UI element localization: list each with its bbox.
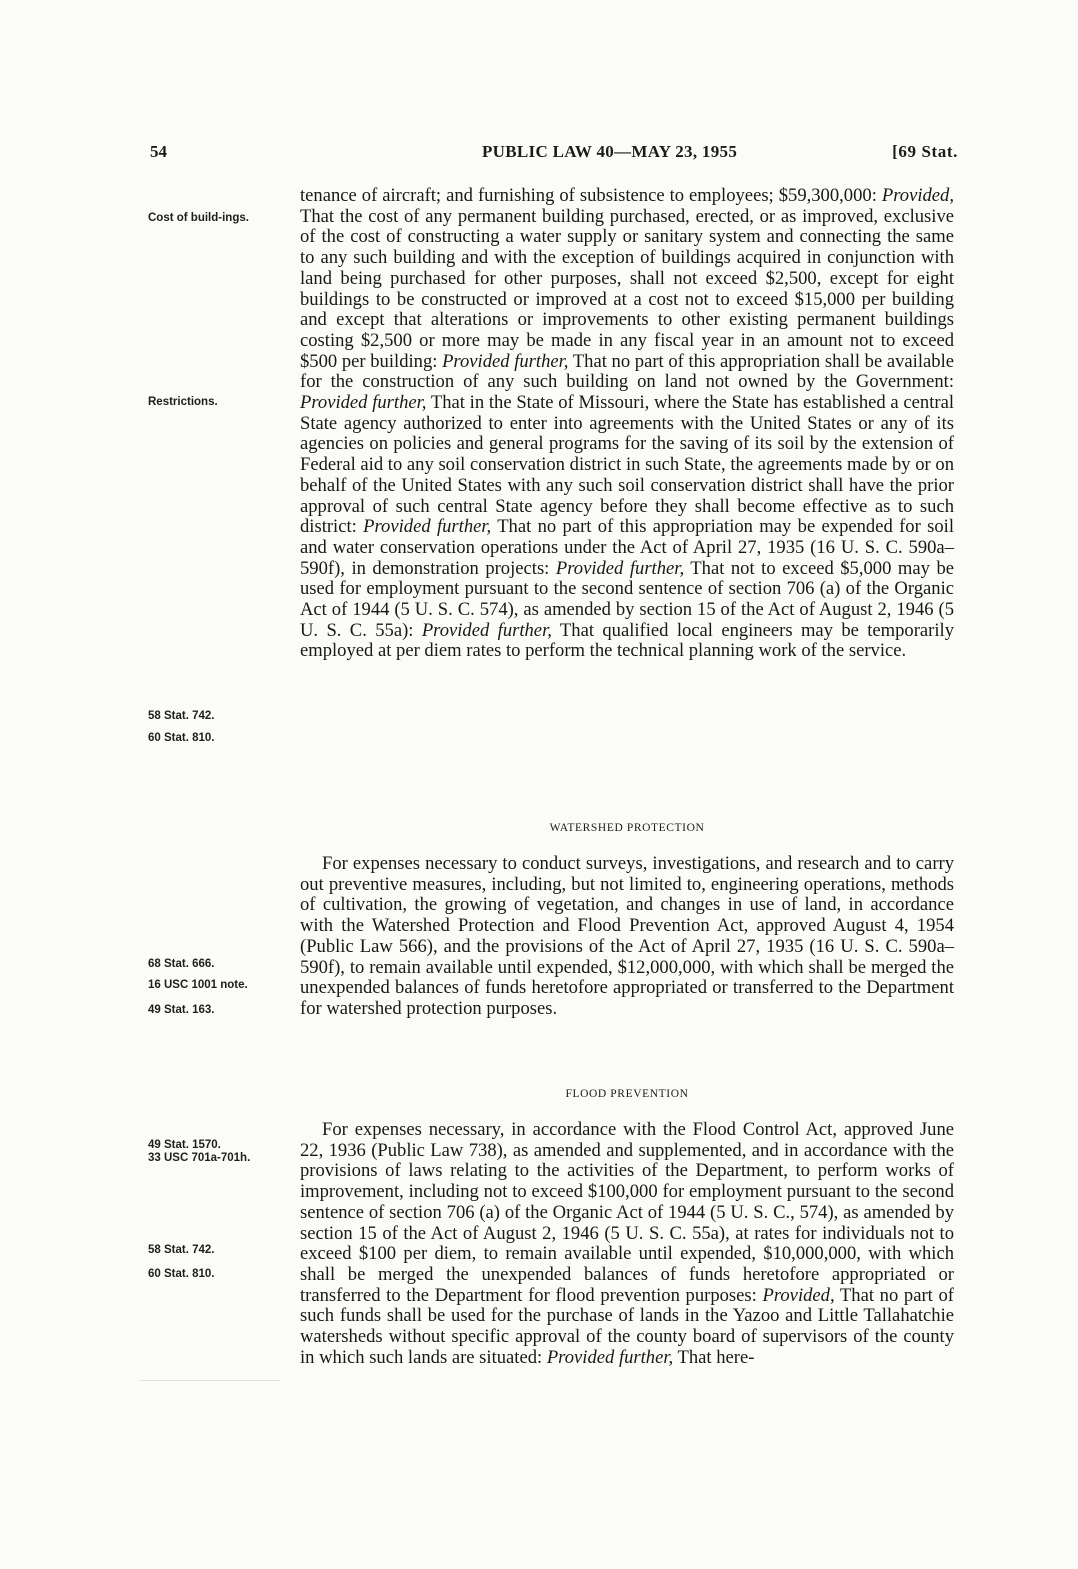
proviso: Provided further, [555,557,685,579]
text-segment: That not to exceed $5,000 may be used for employment pursuant to the second sentence of section 706 (a) of the Organic Act of 1944 (5 U. S. C. 574), as amended by section 15 of the Act of August 2, 1946 (5 U. S. C. 55a): [300,557,954,641]
appropriation-paragraph [300,186,954,662]
margin-note-58-stat-742: 58 Stat. 742. [148,710,215,722]
proviso: Provided further, [546,1346,674,1368]
watershed-paragraph [300,854,954,1020]
margin-note-60-stat-810-b: 60 Stat. 810. [148,1268,215,1280]
section-heading-watershed: WATERSHED PROTECTION [549,822,705,834]
margin-note-60-stat-810: 60 Stat. 810. [148,732,215,744]
margin-note-68-stat-666: 68 Stat. 666. [148,958,215,970]
text-segment: That the cost of any permanent building purchased, erected, or as improved, exclusive of the cost of constructing a water supply or sanitary system and connecting the same to any such building and with the exception of buildings acquired in conjunction with land being purchased for other purposes, shall not exceed $2,500, except for eight buildings to be constructed or improved at a cost not to exceed $15,000 per building and except that alterations or improvements to other existing permanent buildings costing $2,500 or more may be made in any fiscal year in an amount not to exceed $500 per building: [300,205,954,372]
margin-note-49-stat-163: 49 Stat. 163. [148,1004,215,1016]
proviso: Provided, [881,185,954,206]
statute-volume: [69 Stat. [892,142,958,161]
proviso: Provided further, [442,350,569,372]
margin-note-49-stat-1570: 49 Stat. 1570. [148,1139,221,1151]
text-segment: tenance of aircraft; and furnishing of subsistence to employees; $59,300,000: [300,185,882,206]
text-segment: That no part of this appropriation shall be available for the construction of any such building on land not owned by the Government: [300,350,954,393]
watershed-text: For expenses necessary to conduct surveys, investigations, and research and to carry out preventive measures, including, but not limited to, engineering operations, methods of cultivation, the growing of vegetation, and changes in use of land, in accordance with the Watershed Protection and Flood Prevention Act, approved August 4, 1954 (Public Law 566), and the provisions of the Act of April 27, 1935 (16 U. S. C. 590a–590f), to remain available until expended, $12,000,000, with which shall be merged the unexpended balances of funds heretofore appropriated or transferred to the Department for watershed protection purposes. [300,853,954,1019]
text-segment: That in the State of Missouri, where the State has established a central State agency authorized to enter into agreements with the United States or any of its agencies on policies and general programs for the saving of its soil by the extension of Federal aid to any soil conservation district in such State, the agreements made by or on behalf of the United States with any such soil conservation district shall have the prior approval of such central State agency before they shall become effective as to such district: [300,392,954,538]
margin-note-16-usc-1001: 16 USC 1001 note. [148,979,248,991]
section-heading-flood: FLOOD PREVENTION [565,1088,689,1100]
text-segment: That here- [673,1346,755,1368]
proviso: Provided, [762,1284,835,1306]
running-title: PUBLIC LAW 40—MAY 23, 1955 [482,142,738,161]
proviso: Provided further, [421,619,552,641]
margin-note-33-usc-701a: 33 USC 701a-701h. [148,1152,251,1164]
margin-note-58-stat-742-b: 58 Stat. 742. [148,1244,215,1256]
text-segment: For expenses necessary, in accordance with the Flood Control Act, approved June 22, 1936 (Public Law 738), as amended and supplemented, and in accordance with the provisions of laws relating to the activities of the Department, to perform works of improvement, including not to exceed $100,000 for employment pursuant to the second sentence of section 706 (a) of the Organic Act of 1944 (5 U. S. C., 574), as amended by section 15 of the Act of August 2, 1946 (5 U. S. C. 55a), at rates for individuals not to exceed $100 per diem, to remain available until expended, $10,000,000, with which shall be merged the unexpended balances of funds heretofore appropriated or transferred to the Department for flood prevention purposes: [300,1119,954,1306]
proviso: Provided further, [300,392,427,414]
margin-note-restrictions: Restrictions. [148,396,218,408]
proviso: Provided further, [363,516,492,538]
page-header [150,142,958,166]
text-segment: That qualified local engineers may be temporarily employed at per diem rates to perform the technical planning work of the service. [300,619,954,662]
text-segment: That no part of this appropriation may be expended for soil and water conservation operations under the Act of April 27, 1935 (16 U. S. C. 590a–590f), in demonstration projects: [300,516,954,579]
margin-note-cost-of-buildings: Cost of build-ings. [148,212,249,224]
flood-paragraph [300,1120,954,1368]
page-number: 54 [150,142,167,161]
scan-shading [140,1380,280,1381]
text-segment: That no part of such funds shall be used for the purchase of lands in the Yazoo and Little Tallahatchie watersheds without specific approval of the county board of supervisors of the county in which such lands are situated: [300,1284,954,1368]
